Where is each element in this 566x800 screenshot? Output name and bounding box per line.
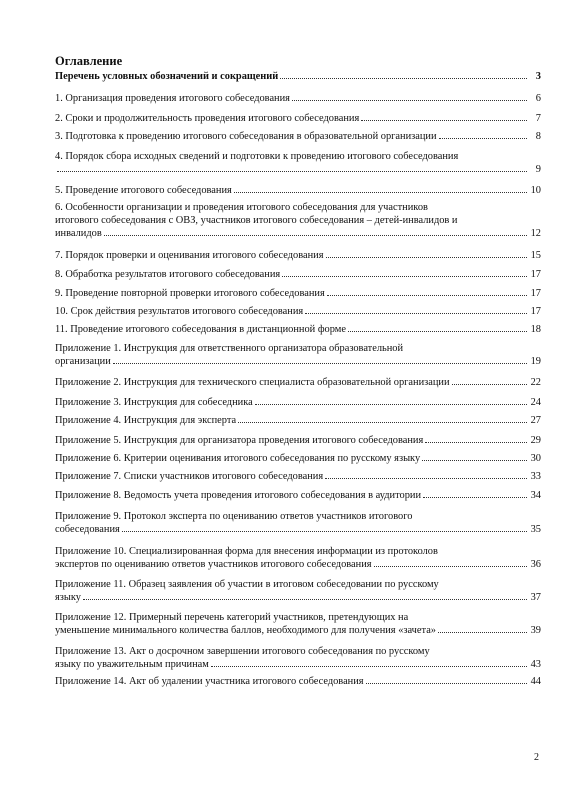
- toc-leader-dots: [325, 478, 527, 479]
- toc-entry-title: 10. Срок действия результатов итогового собеседования: [55, 306, 304, 317]
- toc-entry-title-line: Приложение 11. Образец заявления об участии в итоговом собеседовании по русскому: [55, 579, 439, 590]
- toc-entry-title: 1. Организация проведения итогового собеседования: [55, 93, 290, 104]
- toc-entry-title: собеседования: [55, 524, 120, 535]
- toc-leader-dots: [211, 666, 527, 667]
- toc-entry-title: экспертов по оцениванию ответов участников итогового собеседования: [55, 559, 372, 570]
- toc-page-number: 9: [535, 164, 541, 175]
- toc-entry[interactable]: [55, 342, 541, 368]
- toc-entry-title: 7. Порядок проверки и оценивания итогового собеседования: [55, 250, 324, 261]
- toc-leader-dots: [327, 295, 527, 296]
- toc-page-number: 18: [530, 324, 541, 335]
- toc-page-number: 19: [530, 356, 541, 367]
- toc-page-number: 30: [530, 453, 541, 464]
- toc-entry-title: 3. Подготовка к проведению итогового собеседования в образовательной организации: [55, 131, 437, 142]
- toc-leader-dots: [361, 120, 527, 121]
- toc-entry[interactable]: [55, 201, 541, 240]
- toc-entry-title: 2. Сроки и продолжительность проведения итогового собеседования: [55, 113, 360, 124]
- toc-entry[interactable]: [55, 396, 541, 409]
- toc-leader-dots: [422, 460, 527, 461]
- toc-entry-title: Приложение 8. Ведомость учета проведения итогового собеседования в аудитории: [55, 490, 422, 501]
- toc-entry-title: организации: [55, 356, 111, 367]
- toc-leader-dots: [122, 531, 527, 532]
- toc-leader-dots: [282, 276, 527, 277]
- toc-entry[interactable]: [55, 434, 541, 447]
- toc-leader-dots: [439, 138, 527, 139]
- toc-entry[interactable]: [55, 184, 541, 197]
- toc-entry-title-line: Приложение 1. Инструкция для ответственного организатора образовательной: [55, 343, 404, 354]
- toc-entry[interactable]: [55, 150, 541, 176]
- toc-page-number: 39: [530, 625, 541, 636]
- toc-page-number: 17: [530, 306, 541, 317]
- toc-entry[interactable]: [55, 92, 541, 105]
- toc-leader-dots: [113, 363, 527, 364]
- toc-entry-title: 9. Проведение повторной проверки итогового собеседования: [55, 288, 325, 299]
- toc-leader-dots: [366, 683, 527, 684]
- toc-page-number: 44: [530, 676, 541, 687]
- toc-entry-title-line: Приложение 10. Специализированная форма для внесения информации из протоколов: [55, 546, 438, 557]
- toc-entry[interactable]: [55, 305, 541, 318]
- toc-leader-dots: [326, 257, 527, 258]
- toc-leader-dots: [374, 566, 527, 567]
- toc-entry-title: Приложение 6. Критерии оценивания итогового собеседования по русскому языку: [55, 453, 421, 464]
- toc-leader-dots: [423, 497, 527, 498]
- toc-page-number: 24: [530, 397, 541, 408]
- toc-entry[interactable]: [55, 675, 541, 688]
- toc-page-number: 34: [530, 490, 541, 501]
- toc-entry[interactable]: [55, 611, 541, 637]
- toc-entry[interactable]: [55, 249, 541, 262]
- toc-entry[interactable]: [55, 452, 541, 465]
- toc-page-number: 15: [530, 250, 541, 261]
- page-number: 2: [534, 752, 539, 763]
- toc-page-number: 12: [530, 228, 541, 239]
- toc-entry-title: Приложение 7. Списки участников итогового собеседования: [55, 471, 324, 482]
- toc-leader-dots: [104, 235, 527, 236]
- toc-page-number: 43: [530, 659, 541, 670]
- toc-page-number: 29: [530, 435, 541, 446]
- toc-entry-title: 11. Проведение итогового собеседования в дистанционной форме: [55, 324, 346, 335]
- toc-entry-title: языку: [55, 592, 81, 603]
- toc-entry-title: Приложение 3. Инструкция для собеседника: [55, 397, 253, 408]
- toc-entry[interactable]: [55, 578, 541, 604]
- toc-entry-title-line: Приложение 13. Акт о досрочном завершении итогового собеседования по русскому: [55, 646, 430, 657]
- toc-entry[interactable]: [55, 323, 541, 336]
- toc-entry[interactable]: [55, 545, 541, 571]
- toc-entry-title-line: Приложение 9. Протокол эксперта по оцениванию ответов участников итогового: [55, 511, 413, 522]
- toc-entry-title: 8. Обработка результатов итогового собеседования: [55, 269, 281, 280]
- toc-leader-dots: [348, 331, 527, 332]
- toc-page-number: 8: [535, 131, 541, 142]
- toc-leader-dots: [452, 384, 527, 385]
- toc-entry-title-line: 6. Особенности организации и проведения итогового собеседования для участников: [55, 202, 428, 213]
- toc-page-number: 3: [535, 71, 541, 82]
- toc-entry[interactable]: [55, 268, 541, 281]
- toc-entry[interactable]: [55, 414, 541, 427]
- toc-leader-dots: [292, 100, 527, 101]
- toc-entry[interactable]: [55, 645, 541, 671]
- toc-leader-dots: [238, 422, 527, 423]
- toc-entry-title: инвалидов: [55, 228, 102, 239]
- toc-entry-title-line: итогового собеседования с ОВЗ, участников итогового собеседования – детей-инвалидов и: [55, 215, 458, 226]
- toc-leader-dots: [234, 192, 527, 193]
- toc-entry-title: Приложение 2. Инструкция для технического специалиста образовательной организации: [55, 377, 450, 388]
- toc-entry[interactable]: [55, 130, 541, 143]
- toc-entry-title: Приложение 4. Инструкция для эксперта: [55, 415, 237, 426]
- toc-page-number: 17: [530, 269, 541, 280]
- toc-page-number: 10: [530, 185, 541, 196]
- toc-page-number: 35: [530, 524, 541, 535]
- toc-leader-dots: [280, 78, 527, 79]
- toc-entry[interactable]: [55, 470, 541, 483]
- toc-entry[interactable]: [55, 489, 541, 502]
- toc-entry[interactable]: [55, 70, 541, 83]
- toc-leader-dots: [255, 404, 527, 405]
- toc-leader-dots: [425, 442, 527, 443]
- toc-heading: Оглавление: [55, 54, 123, 68]
- toc-entry[interactable]: [55, 376, 541, 389]
- toc-entry-title-line: 4. Порядок сбора исходных сведений и подготовки к проведению итогового собеседования: [55, 151, 459, 162]
- toc-page-number: 17: [530, 288, 541, 299]
- toc-entry[interactable]: [55, 112, 541, 125]
- toc-entry-title: Приложение 5. Инструкция для организатора проведения итогового собеседования: [55, 435, 424, 446]
- toc-page-number: 36: [530, 559, 541, 570]
- toc-entry-title-line: Приложение 12. Примерный перечень категорий участников, претендующих на: [55, 612, 409, 623]
- toc-page-number: 22: [530, 377, 541, 388]
- toc-page-number: 27: [530, 415, 541, 426]
- toc-leader-dots: [305, 313, 527, 314]
- toc-entry-title: Перечень условных обозначений и сокращений: [55, 71, 279, 82]
- toc-page-number: 7: [535, 113, 541, 124]
- toc-leader-dots: [57, 171, 527, 172]
- toc-page-number: 37: [530, 592, 541, 603]
- toc-entry-title: уменьшение минимального количества баллов, необходимого для получения «зачета»: [55, 625, 436, 636]
- toc-entry[interactable]: [55, 510, 541, 536]
- toc-page-number: 6: [535, 93, 541, 104]
- toc-entry[interactable]: [55, 287, 541, 300]
- toc-entry-title: языку по уважительным причинам: [55, 659, 209, 670]
- toc-page-number: 33: [530, 471, 541, 482]
- toc-leader-dots: [83, 599, 527, 600]
- toc-entry-title: Приложение 14. Акт об удалении участника итогового собеседования: [55, 676, 364, 687]
- toc-leader-dots: [438, 632, 527, 633]
- toc-entry-title: 5. Проведение итогового собеседования: [55, 185, 232, 196]
